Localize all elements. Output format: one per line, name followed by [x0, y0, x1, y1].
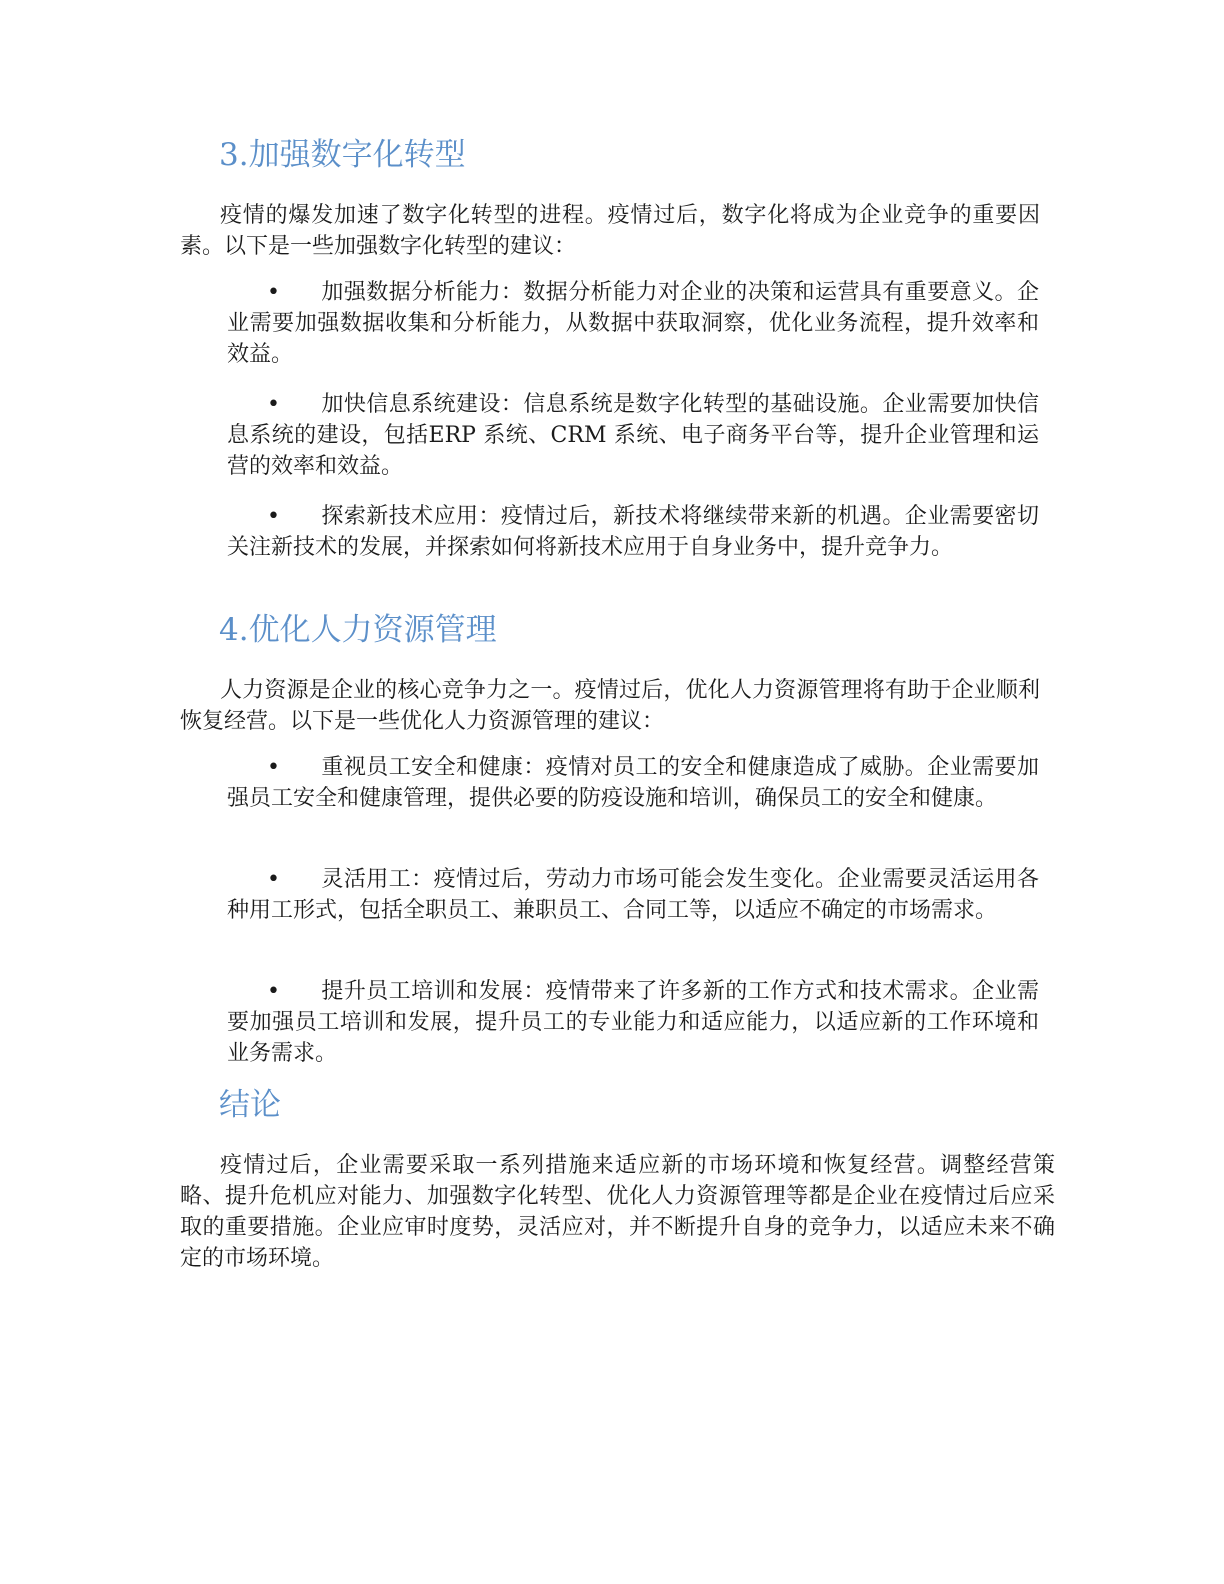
bullet-icon: • — [267, 280, 280, 305]
section-intro-paragraph: 人力资源是企业的核心竞争力之一。疫情过后，优化人力资源管理将有助于企业顺利恢复经营。以下是一些优化人力资源管理的建议： — [180, 678, 1040, 734]
bullet-item-new-technology — [227, 501, 1039, 563]
bullet-text: 探索新技术应用：疫情过后，新技术将继续带来新的机遇。企业需要密切关注新技术的发展，并探索如何将新技术应用于自身业务中，提升竞争力。 — [227, 504, 1039, 560]
section-heading-human-resources: 4.优化人力资源管理 — [219, 612, 497, 648]
bullet-text: 重视员工安全和健康：疫情对员工的安全和健康造成了威胁。企业需要加强员工安全和健康管理，提供必要的防疫设施和培训，确保员工的安全和健康。 — [227, 755, 1039, 811]
conclusion-paragraph: 疫情过后，企业需要采取一系列措施来适应新的市场环境和恢复经营。调整经营策略、提升危机应对能力、加强数字化转型、优化人力资源管理等都是企业在疫情过后应采取的重要措施。企业应审时度势，灵活应对，并不断提升自身的竞争力，以适应未来不确定的市场环境。 — [180, 1153, 1055, 1271]
bullet-text: 灵活用工：疫情过后，劳动力市场可能会发生变化。企业需要灵活运用各种用工形式，包括全职员工、兼职员工、合同工等，以适应不确定的市场需求。 — [227, 867, 1039, 923]
bullet-icon: • — [267, 392, 280, 417]
bullet-item-training — [227, 976, 1039, 1069]
bullet-item-flexible-employment — [227, 864, 1039, 926]
bullet-item-information-systems — [227, 389, 1039, 482]
bullet-item-data-analysis — [227, 277, 1039, 370]
bullet-icon: • — [267, 979, 280, 1004]
section-intro-paragraph: 疫情的爆发加速了数字化转型的进程。疫情过后，数字化将成为企业竞争的重要因素。以下是一些加强数字化转型的建议： — [180, 203, 1040, 259]
bullet-item-employee-safety — [227, 752, 1039, 814]
section-heading-digital-transformation: 3.加强数字化转型 — [219, 137, 466, 173]
section-heading-conclusion: 结论 — [219, 1087, 281, 1123]
bullet-text: 加强数据分析能力：数据分析能力对企业的决策和运营具有重要意义。企业需要加强数据收集和分析能力，从数据中获取洞察，优化业务流程，提升效率和效益。 — [227, 280, 1039, 367]
bullet-text: 加快信息系统建设：信息系统是数字化转型的基础设施。企业需要加快信息系统的建设，包括ERP 系统、CRM 系统、电子商务平台等，提升企业管理和运营的效率和效益。 — [227, 392, 1039, 479]
bullet-icon: • — [267, 867, 280, 892]
bullet-icon: • — [267, 504, 280, 529]
bullet-icon: • — [267, 755, 280, 780]
bullet-text: 提升员工培训和发展：疫情带来了许多新的工作方式和技术需求。企业需要加强员工培训和发展，提升员工的专业能力和适应能力，以适应新的工作环境和业务需求。 — [227, 979, 1039, 1066]
